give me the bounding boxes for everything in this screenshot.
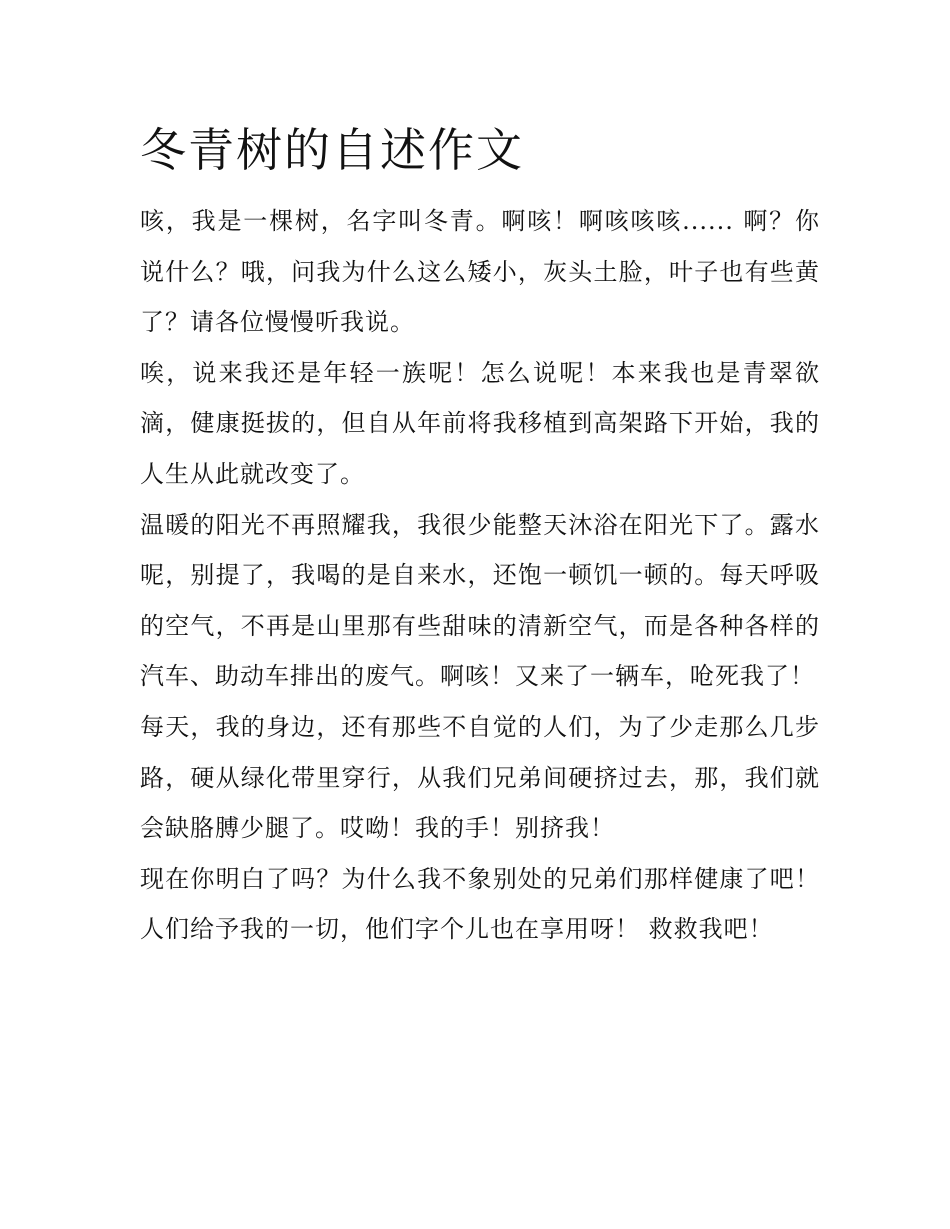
- paragraph-3: 温暖的阳光不再照耀我，我很少能整天沐浴在阳光下了。露水呢，别提了，我喝的是自来水，还饱一顿饥一顿的。每天呼吸的空气，不再是山里那有些甜味的清新空气，而是各种各样的汽车、助动车排出的废气。啊咳！又来了一辆车，呛死我了！: [140, 510, 820, 691]
- paragraph-4: 每天，我的身边，还有那些不自觉的人们，为了少走那么几步路，硬从绿化带里穿行，从我们兄弟间硬挤过去，那，我们就会缺胳膊少腿了。哎呦！我的手！别挤我！: [140, 712, 820, 843]
- paragraph-2: 唉，说来我还是年轻一族呢！怎么说呢！本来我也是青翠欲滴，健康挺拔的，但自从年前将我移植到高架路下开始，我的人生从此就改变了。: [140, 358, 820, 488]
- paragraph-5: 现在你明白了吗？为什么我不象别处的兄弟们那样健康了吧！人们给予我的一切，他们字个儿也在享用呀！ 救救我吧！: [140, 864, 820, 944]
- paragraph-1: 咳，我是一棵树，名字叫冬青。啊咳！啊咳咳咳...... 啊？你说什么？哦，问我为什么这么矮小，灰头土脸，叶子也有些黄了？请各位慢慢听我说。: [140, 207, 820, 337]
- document-page: [140, 110, 820, 955]
- document-title: 冬青树的自述作文: [140, 123, 524, 177]
